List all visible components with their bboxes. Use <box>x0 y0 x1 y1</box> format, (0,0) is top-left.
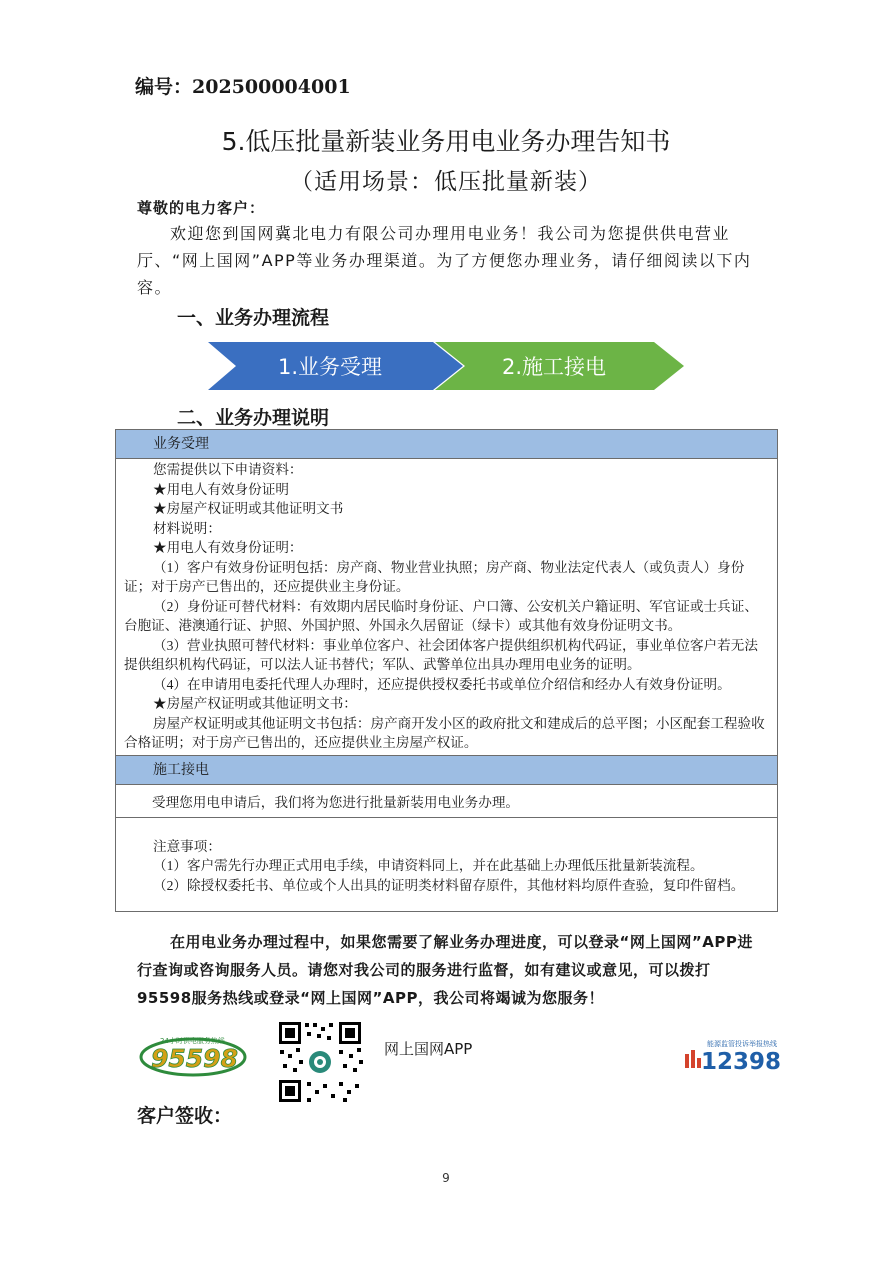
id-proof-para-2: （2）身份证可替代材料：有效期内居民临时身份证、户口簿、公安机关户籍证明、军官证或士兵证、台胞证、港澳通行证、护照、外国护照、外国永久居留证（绿卡）或其他有效身份证明文书。 <box>124 598 758 633</box>
greeting: 尊敬的电力客户： <box>137 199 266 217</box>
property-proof-heading: ★房屋产权证明或其他证明文书： <box>153 696 357 711</box>
closing-paragraph: 在用电业务办理过程中，如果您需要了解业务办理进度，可以登录“网上国网”APP进行查询或咨询服务人员。请您对我公司的服务进行监督，如有建议或意见，可以拨打95598服务热线或登录“网上国网”APP，我公司将竭诚为您服务！ <box>137 933 753 1007</box>
property-proof-para: 房屋产权证明或其他证明文书包括：房产商开发小区的政府批文和建成后的总平图；小区配套工程验收合格证明；对于房产已售出的，还应提供业主房屋产权证。 <box>124 715 765 750</box>
hotline-95598-tagline: 24小时供电服务热线 <box>160 1037 225 1045</box>
qr-code-image <box>277 1020 363 1104</box>
construction-content: 受理您用电申请后，我们将为您进行批量新装用电业务办理。 <box>116 785 777 818</box>
document-number <box>135 72 351 99</box>
page-title: 5.低压批量新装业务用电业务办理告知书 <box>221 127 671 156</box>
materials-note-title: 材料说明： <box>153 520 221 536</box>
hotline-12398-logo <box>683 1038 781 1076</box>
notes-title: 注意事项： <box>153 838 221 854</box>
business-description-table <box>115 429 778 912</box>
id-proof-heading: ★用电人有效身份证明： <box>153 540 303 555</box>
id-proof-para-1: （1）客户有效身份证明包括：房产商、物业营业执照；房产商、物业法定代表人（或负责人）身份证；对于房产已售出的，还应提供业主身份证。 <box>124 559 745 594</box>
intro-paragraph: 欢迎您到国网冀北电力有限公司办理用电业务！我公司为您提供供电营业厅、“网上国网”APP等业务办理渠道。为了方便您办理业务，请仔细阅读以下内容。 <box>137 224 752 297</box>
table-header-acceptance: 业务受理 <box>116 430 777 459</box>
flow-step-1-label: 1.业务受理 <box>278 355 383 379</box>
page-subtitle: （适用场景：低压批量新装） <box>290 169 602 195</box>
flow-step-2-label: 2.施工接电 <box>502 355 607 379</box>
section-process-title: 一、业务办理流程 <box>177 307 330 329</box>
document-number-value: 202500004001 <box>192 76 351 98</box>
id-proof-para-3: （3）营业执照可替代材料：事业单位客户、社会团体客户提供组织机构代码证，事业单位客户若无法提供组织机构代码证，可以法人证书替代；军队、武警单位出具办理用电业务的证明。 <box>124 637 758 672</box>
qr-code-label: 网上国网APP <box>384 1040 473 1058</box>
section-description-title: 二、业务办理说明 <box>177 407 330 429</box>
process-flow-diagram <box>208 342 686 390</box>
required-item-id: ★用电人有效身份证明 <box>153 481 289 497</box>
id-proof-para-4: （4）在申请用电委托代理人办理时，还应提供授权委托书或单位介绍信和经办人有效身份证明。 <box>153 676 731 692</box>
hotline-95598-number: 95598 <box>151 1044 238 1073</box>
customer-signature-label: 客户签收： <box>137 1105 233 1127</box>
table-header-construction: 施工接电 <box>116 755 777 785</box>
hotline-95598-logo <box>138 1031 248 1081</box>
materials-intro: 您需提供以下申请资料： <box>153 462 303 477</box>
note-1: （1）客户需先行办理正式用电手续，申请资料同上，并在此基础上办理低压批量新装流程。 <box>153 858 704 873</box>
hotline-12398-tagline: 能源监管投诉举报热线 <box>707 1040 777 1048</box>
hotline-12398-number: 12398 <box>701 1049 781 1075</box>
note-2: （2）除授权委托书、单位或个人出具的证明类材料留存原件，其他材料均原件查验，复印件留档。 <box>153 877 745 893</box>
acceptance-content <box>116 459 777 755</box>
document-number-label: 编号： <box>135 76 193 98</box>
required-item-property: ★房屋产权证明或其他证明文书 <box>153 501 344 516</box>
page-number: 9 <box>442 1171 450 1185</box>
notes-section <box>116 818 777 912</box>
